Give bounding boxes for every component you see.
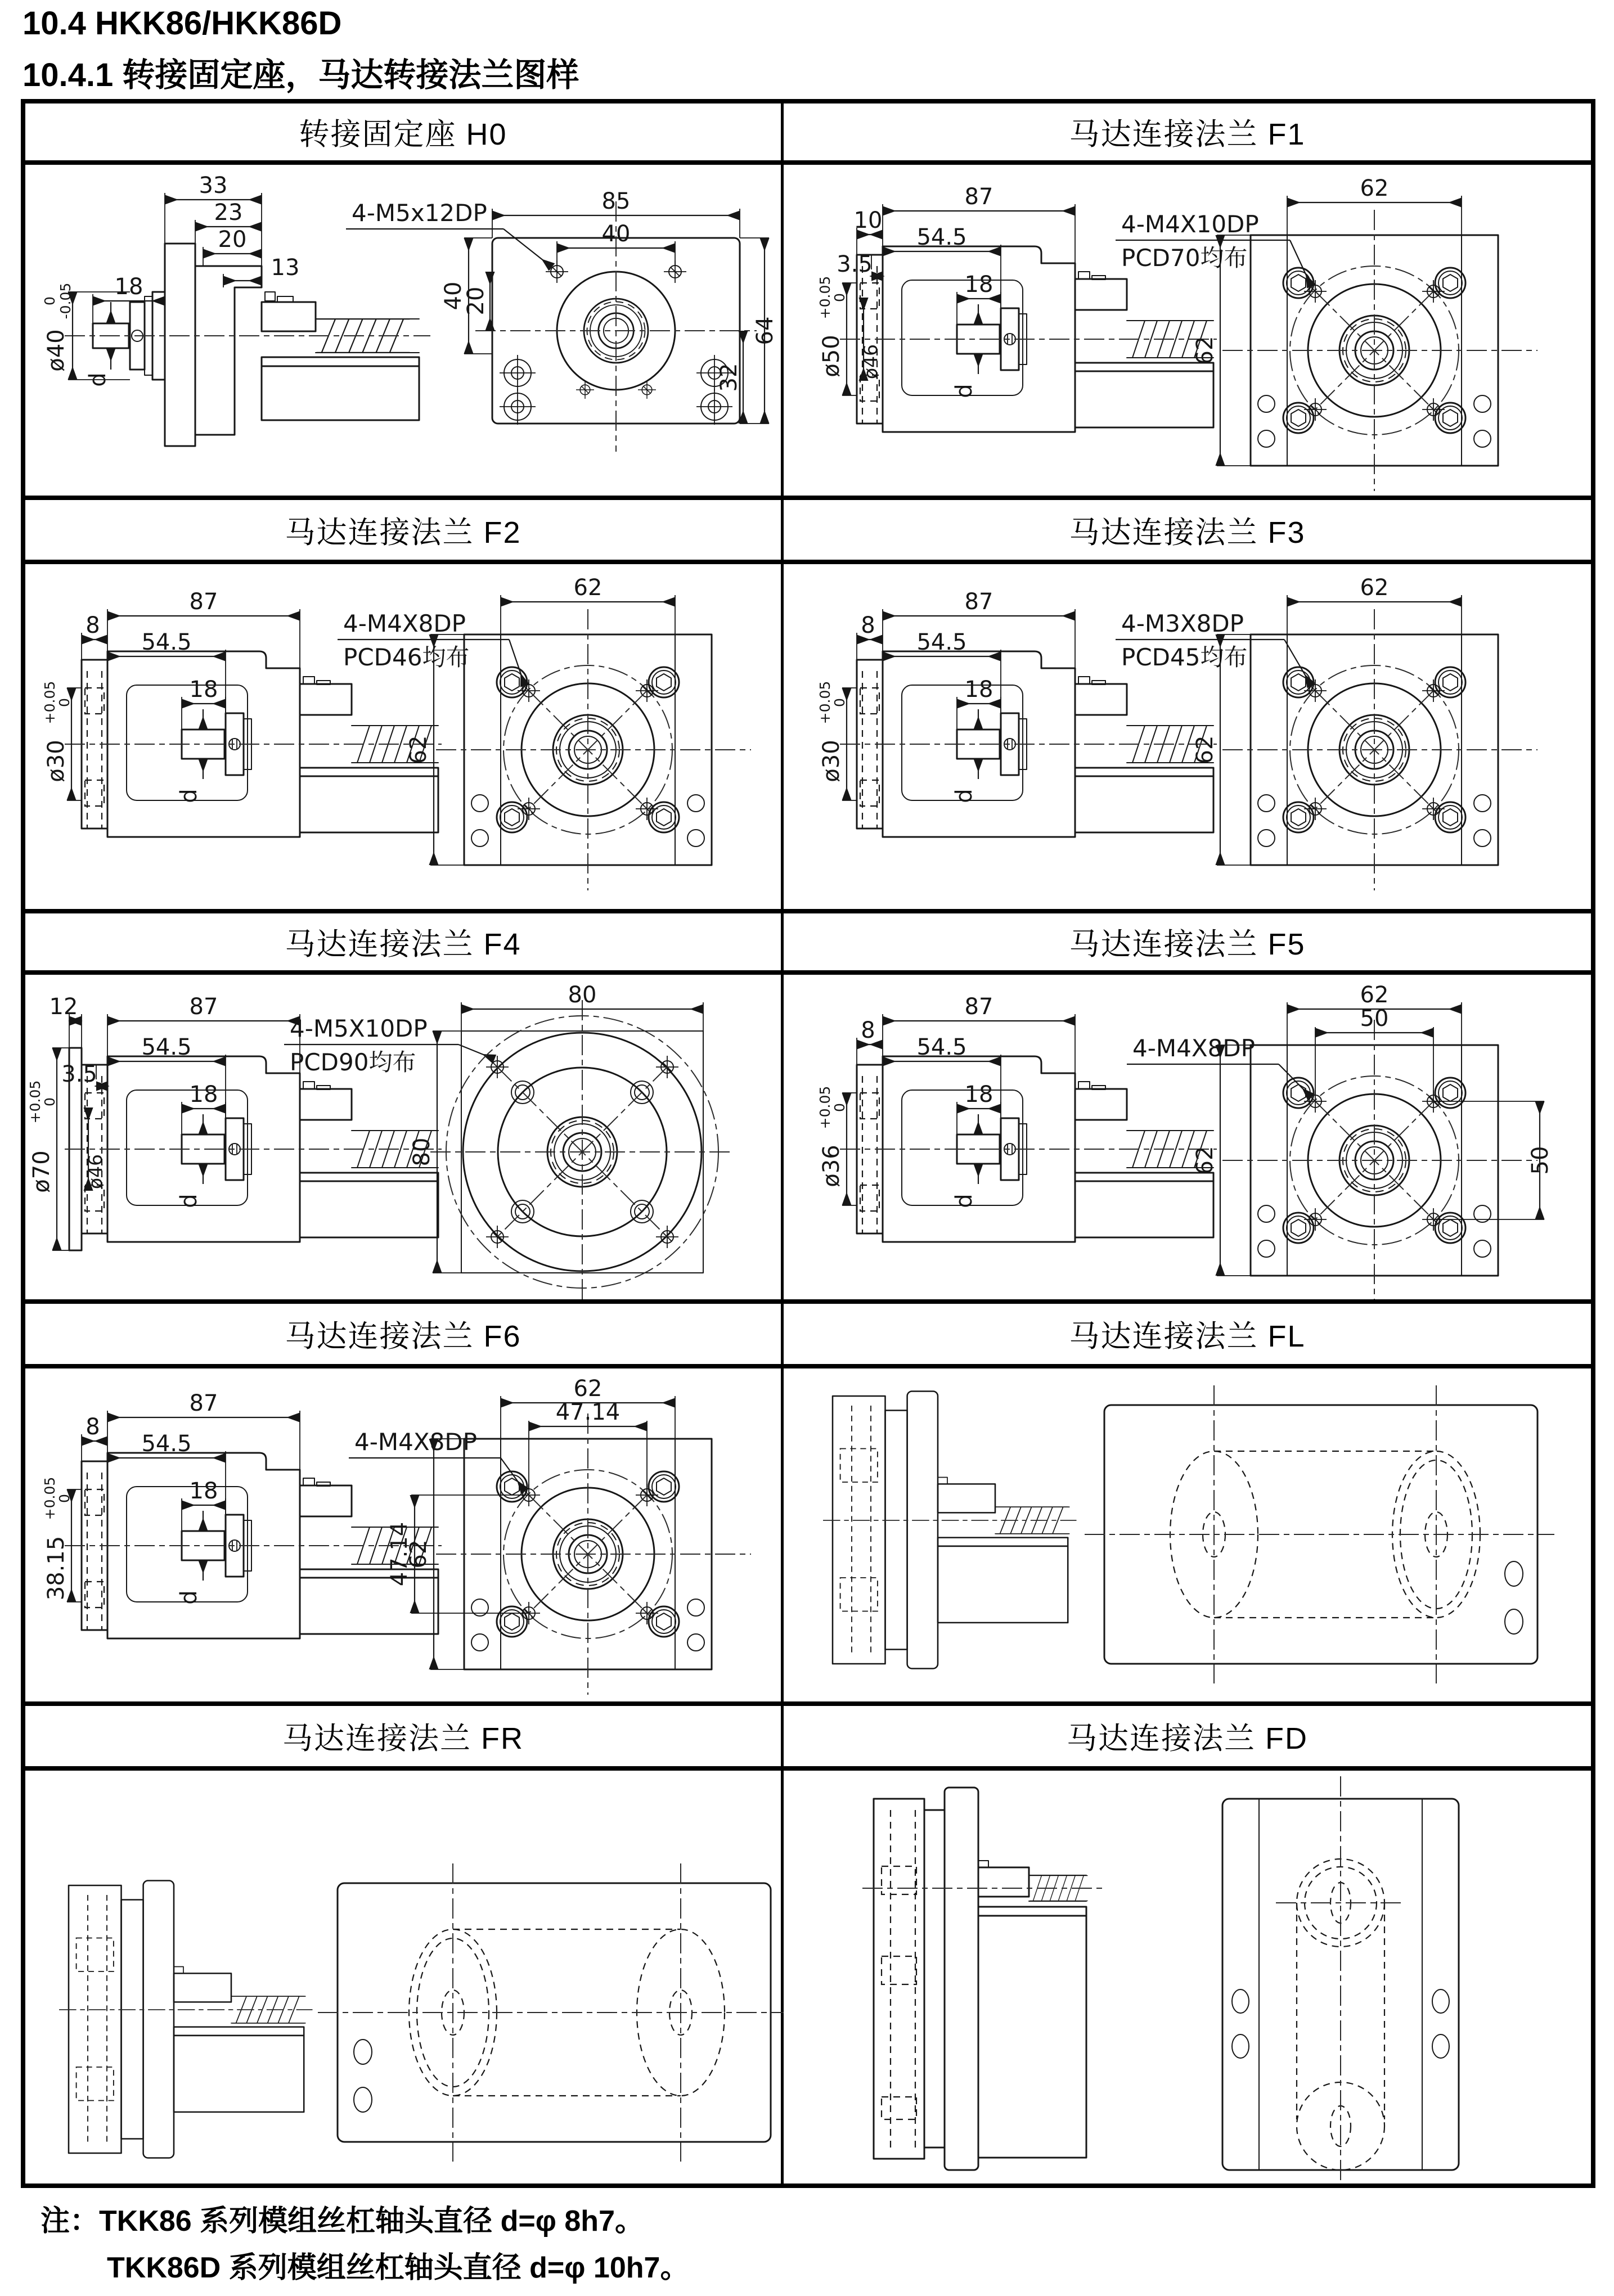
f3-front-view bbox=[1192, 575, 1537, 890]
f4-dim-tol-top: +0.05 bbox=[27, 1080, 43, 1124]
f2-dim-87: 87 bbox=[189, 589, 218, 615]
f1-callout-line1: 4-M4X10DP bbox=[1121, 210, 1259, 238]
fd-side-view bbox=[862, 1788, 1104, 2170]
f3-dim-tol-bot: 0 bbox=[831, 698, 848, 707]
cell-fl bbox=[784, 1368, 1591, 1701]
f2-drawing bbox=[25, 564, 784, 909]
f5-dim-dia36: ø36 bbox=[819, 1145, 844, 1187]
header-fl: 马达连接法兰 FL bbox=[1069, 1320, 1306, 1353]
f5-front-view bbox=[1192, 982, 1553, 1299]
header-f6: 马达连接法兰 F6 bbox=[25, 1304, 784, 1364]
f2-dim-545: 54.5 bbox=[141, 629, 192, 655]
f2-callout bbox=[338, 610, 525, 686]
f1-callout-line2: PCD70均布 bbox=[1121, 244, 1248, 272]
f4-drawing bbox=[25, 975, 784, 1299]
header-fr: 马达连接法兰 FR bbox=[25, 1706, 784, 1766]
f6-dim-fw2: 47.14 bbox=[555, 1399, 621, 1425]
h0-callout bbox=[346, 199, 552, 267]
footnote-tkk86: 注：TKK86 系列模组丝杠轴头直径 d=φ 8h7。 bbox=[41, 2205, 644, 2238]
f6-dim-3815: 38.15 bbox=[43, 1536, 69, 1601]
cell-f5 bbox=[784, 975, 1591, 1299]
f1-drawing bbox=[784, 165, 1588, 496]
f6-dim-545: 54.5 bbox=[141, 1431, 192, 1457]
f3-dim-87: 87 bbox=[964, 589, 993, 615]
f5-callout-line1: 4-M4X8DP bbox=[1132, 1034, 1255, 1062]
h0-dim-tol-bot: -0.05 bbox=[57, 282, 74, 319]
fd-front-view bbox=[1222, 1776, 1459, 2184]
f5-drawing bbox=[784, 975, 1588, 1299]
f1-dim-fh: 62 bbox=[1192, 336, 1218, 365]
f4-callout bbox=[284, 1015, 494, 1076]
fl-side-view bbox=[823, 1392, 1077, 1669]
h0-dim-13: 13 bbox=[271, 255, 300, 281]
f4-dim-18: 18 bbox=[189, 1082, 218, 1108]
f6-drawing bbox=[25, 1368, 784, 1701]
header-row-3 bbox=[25, 913, 1591, 975]
f2-dim-fw: 62 bbox=[573, 575, 603, 601]
f1-dim-d: d bbox=[951, 384, 977, 398]
h0-dim-dia40: ø40 bbox=[43, 329, 69, 372]
f3-dim-fh: 62 bbox=[1192, 735, 1218, 764]
f1-dim-18: 18 bbox=[964, 272, 993, 298]
cell-f6 bbox=[25, 1368, 784, 1701]
f3-callout-line1: 4-M3X8DP bbox=[1121, 610, 1244, 637]
fd-drawing bbox=[784, 1771, 1588, 2184]
f5-dim-fw: 62 bbox=[1360, 982, 1389, 1008]
cell-fd bbox=[784, 1771, 1591, 2184]
f2-dim-tol-top: +0.05 bbox=[42, 681, 58, 724]
f2-dim-18: 18 bbox=[189, 677, 218, 703]
drawing-row-2 bbox=[25, 564, 1591, 913]
cell-f2 bbox=[25, 564, 784, 909]
h0-callout-text: 4-M5x12DP bbox=[352, 199, 487, 227]
f1-dim-10: 10 bbox=[853, 208, 883, 233]
f1-dim-tol-top: +0.05 bbox=[817, 276, 833, 319]
header-fd: 马达连接法兰 FD bbox=[1067, 1722, 1308, 1755]
h0-drawing bbox=[25, 165, 784, 496]
f2-callout-line1: 4-M4X8DP bbox=[343, 610, 466, 637]
f5-dim-18: 18 bbox=[964, 1082, 993, 1108]
h0-dim-v32: 32 bbox=[716, 363, 742, 392]
header-f4: 马达连接法兰 F4 bbox=[25, 913, 784, 970]
f3-dim-fw: 62 bbox=[1360, 575, 1389, 601]
drawing-row-4 bbox=[25, 1368, 1591, 1706]
fr-top-view bbox=[318, 1863, 784, 2162]
f1-dim-35: 3.5 bbox=[837, 251, 873, 277]
header-h0: 转接固定座 H0 bbox=[25, 103, 784, 160]
f6-dim-d: d bbox=[176, 1590, 202, 1605]
f4-callout-line2: PCD90均布 bbox=[290, 1048, 416, 1076]
f5-dim-8: 8 bbox=[861, 1018, 875, 1043]
f4-dim-35: 3.5 bbox=[61, 1061, 97, 1087]
fr-drawing bbox=[25, 1771, 784, 2184]
f5-dim-tol-top: +0.05 bbox=[817, 1086, 833, 1129]
f6-callout-line1: 4-M4X8DP bbox=[354, 1428, 477, 1456]
f4-dim-tol-bot: 0 bbox=[42, 1097, 58, 1106]
cell-h0 bbox=[25, 165, 784, 496]
f1-dim-545: 54.5 bbox=[916, 224, 967, 250]
f4-dim-dia70: ø70 bbox=[29, 1150, 55, 1193]
header-f2: 马达连接法兰 F2 bbox=[25, 500, 784, 560]
f4-dim-12: 12 bbox=[49, 994, 78, 1020]
header-f1: 马达连接法兰 F1 bbox=[1069, 118, 1306, 151]
f6-dim-fh2: 47.14 bbox=[386, 1521, 412, 1587]
fl-drawing bbox=[784, 1368, 1588, 1701]
fr-side-view bbox=[59, 1881, 313, 2158]
f2-dim-tol-bot: 0 bbox=[56, 698, 73, 707]
header-f3: 马达连接法兰 F3 bbox=[1069, 515, 1306, 550]
f4-dim-fw: 80 bbox=[568, 982, 597, 1008]
f6-dim-8: 8 bbox=[86, 1414, 100, 1440]
header-row-5 bbox=[25, 1706, 1591, 1771]
f5-dim-fw2: 50 bbox=[1360, 1006, 1389, 1032]
h0-front-view bbox=[440, 188, 778, 452]
page-subtitle: 10.4.1 转接固定座，马达转接法兰图样 bbox=[23, 57, 579, 93]
f2-dim-fh: 62 bbox=[406, 735, 431, 764]
header-f5: 马达连接法兰 F5 bbox=[1069, 928, 1306, 961]
h0-dim-18: 18 bbox=[114, 274, 143, 300]
h0-dim-v40: 40 bbox=[440, 281, 466, 310]
f3-dim-dia30: ø30 bbox=[819, 740, 844, 782]
f6-dim-18: 18 bbox=[189, 1478, 218, 1504]
f6-dim-tol-bot: 0 bbox=[56, 1494, 73, 1503]
f5-side-view bbox=[817, 994, 1217, 1242]
f1-dim-dia50: ø50 bbox=[819, 335, 844, 377]
cell-f1 bbox=[784, 165, 1591, 496]
f4-dim-87: 87 bbox=[189, 994, 218, 1020]
drawing-row-5 bbox=[25, 1771, 1591, 2184]
h0-dim-33: 33 bbox=[199, 173, 228, 199]
f4-front-view bbox=[409, 982, 734, 1299]
f6-dim-fh: 62 bbox=[406, 1539, 431, 1569]
f3-drawing bbox=[784, 564, 1588, 909]
f4-callout-line1: 4-M5X10DP bbox=[290, 1015, 428, 1042]
f4-dim-dia46: ø46 bbox=[84, 1154, 106, 1190]
f1-callout bbox=[1116, 210, 1311, 286]
drawing-row-1 bbox=[25, 165, 1591, 500]
f2-dim-8: 8 bbox=[86, 613, 100, 638]
f5-dim-d: d bbox=[951, 1194, 977, 1208]
h0-dim-40: 40 bbox=[601, 221, 631, 247]
header-row-1 bbox=[25, 103, 1591, 165]
cell-f4 bbox=[25, 975, 784, 1299]
f5-dim-545: 54.5 bbox=[916, 1034, 967, 1060]
f3-callout bbox=[1116, 610, 1311, 686]
f2-callout-line2: PCD46均布 bbox=[343, 643, 470, 671]
f3-dim-18: 18 bbox=[964, 677, 993, 703]
h0-dim-23: 23 bbox=[214, 200, 243, 226]
flange-table bbox=[21, 99, 1595, 2188]
h0-dim-tol-top: 0 bbox=[42, 296, 58, 305]
f6-front-view bbox=[386, 1376, 751, 1695]
cell-f3 bbox=[784, 564, 1591, 909]
header-row-2 bbox=[25, 500, 1591, 564]
h0-dim-v20: 20 bbox=[463, 286, 489, 316]
f6-dim-87: 87 bbox=[189, 1390, 218, 1416]
f1-dim-tol-bot: 0 bbox=[831, 293, 848, 302]
f3-dim-8: 8 bbox=[861, 613, 875, 638]
f3-callout-line2: PCD45均布 bbox=[1121, 643, 1248, 671]
footnotes bbox=[41, 2198, 689, 2292]
f4-dim-fh: 80 bbox=[409, 1137, 435, 1167]
f1-dim-dia46: ø46 bbox=[860, 344, 882, 380]
header-row-4 bbox=[25, 1304, 1591, 1368]
h0-dim-85: 85 bbox=[601, 188, 631, 214]
f2-dim-dia30: ø30 bbox=[43, 740, 69, 782]
f1-dim-87: 87 bbox=[964, 184, 993, 210]
drawing-row-3 bbox=[25, 975, 1591, 1304]
f4-dim-d: d bbox=[176, 1194, 202, 1208]
f5-dim-tol-bot: 0 bbox=[831, 1103, 848, 1112]
page-title: 10.4 HKK86/HKK86D bbox=[23, 5, 342, 42]
f6-dim-fw: 62 bbox=[573, 1376, 603, 1402]
f2-dim-d: d bbox=[176, 789, 202, 803]
f5-dim-fh: 62 bbox=[1192, 1146, 1218, 1175]
f3-dim-tol-top: +0.05 bbox=[817, 681, 833, 724]
f1-dim-fw: 62 bbox=[1360, 175, 1389, 201]
f6-dim-tol-top: +0.05 bbox=[42, 1476, 58, 1520]
fl-top-view bbox=[1085, 1385, 1554, 1683]
footnote-tkk86d: TKK86D 系列模组丝杠轴头直径 d=φ 10h7。 bbox=[107, 2252, 690, 2285]
f3-dim-545: 54.5 bbox=[916, 629, 967, 655]
f5-dim-fh2: 50 bbox=[1527, 1146, 1553, 1175]
h0-dim-v64: 64 bbox=[752, 316, 778, 345]
cell-fr bbox=[25, 1771, 784, 2184]
f4-dim-545: 54.5 bbox=[141, 1034, 192, 1060]
f3-dim-d: d bbox=[951, 789, 977, 803]
h0-dim-d: d bbox=[85, 372, 111, 387]
h0-dim-20: 20 bbox=[218, 227, 247, 253]
f5-dim-87: 87 bbox=[964, 994, 993, 1020]
